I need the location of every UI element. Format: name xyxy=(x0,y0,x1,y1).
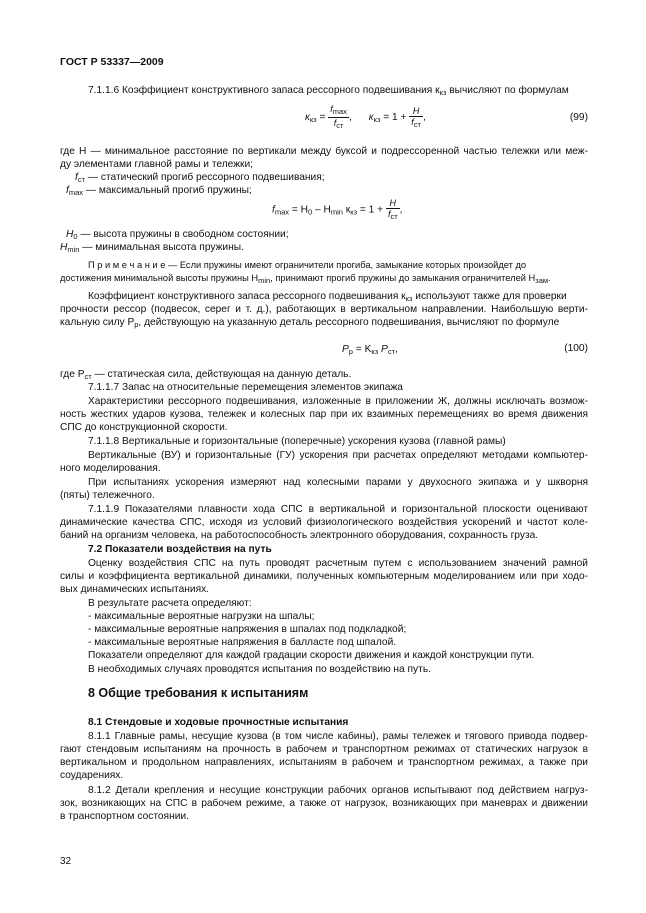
paragraph-coef-line-1: Коэффициент конструктивного запаса рессорного подвешивания $к_{кз}$ используют также для проверки xyxy=(88,291,567,303)
equation-number-99: (99) xyxy=(569,112,588,123)
list-item: - максимальные вероятные напряжения в шпалах под подкладкой; xyxy=(88,624,407,635)
paragraph-suspension-line-3: СПС до конструкционной скорости. xyxy=(60,422,228,433)
where-h0: $H_0$ — высота пружины в свободном состоянии; xyxy=(66,229,289,241)
note-line-2: достижения минимальной высоты пружины $H_{min}$, принимают прогиб пружины до замыкания ограничителей $H_{зам}$. xyxy=(60,273,551,285)
paragraph-8-1-1-line-4: соударениях. xyxy=(60,770,124,781)
note-line-1: П р и м е ч а н и е — Если пружины имеют ограничители прогиба, замыкание которых произойдет до xyxy=(88,260,527,270)
document-header: ГОСТ Р 53337—2009 xyxy=(60,56,164,68)
paragraph-indicators: Показатели определяют для каждой градации скорости движения и каждой конструкции пути. xyxy=(88,650,535,661)
paragraph-suspension-line-2: ность жестких ударов кузова, тележек и колесных пар при их взаимных перемещениях во время движения xyxy=(60,409,588,420)
where-h-line-2: ду элементами главной рамы и тележки; xyxy=(60,159,253,170)
formula-fmax: $f_{max} = H_0 - H_{min}$ $к_{кз} = 1$ + $\frac{H}{f_{ст}}$ , xyxy=(272,198,403,221)
paragraph-cases: В необходимых случаях проводятся испытания по воздействию на путь. xyxy=(88,664,431,675)
paragraph-track-line-2: силы и коэффициента вертикальной динамики, полученных компьютерным моделированием или при ходо- xyxy=(60,571,588,582)
paragraph-8-1-2-line-3: в транспортном состоянии. xyxy=(60,811,189,822)
page-number: 32 xyxy=(60,856,72,867)
paragraph-8-1-1-line-1: 8.1.1 Главные рамы, несущие кузова (в том числе кабины), рамы тележек и тягового привода подвер- xyxy=(88,731,588,742)
list-item: - максимальные вероятные нагрузки на шпалы; xyxy=(88,611,315,622)
section-7-1-1-9-line-2: динамические качества СПС, исходя из условий физиологического воздействия ускорений и частот коле- xyxy=(60,517,588,528)
formula-100: $P_р = K_{кз}$ $P_{ст}$, xyxy=(342,344,398,356)
paragraph-suspension-line-1: Характеристики рессорного подвешивания, изложенные в приложении Ж, должны исключать возмож- xyxy=(88,396,588,407)
where-hmin: $H_{min}$ — минимальная высота пружины. xyxy=(60,242,244,254)
heading-8: 8 Общие требования к испытаниям xyxy=(88,686,309,700)
paragraph-7-1-1-6: 7.1.1.6 Коэффициент конструктивного запаса рессорного подвешивания $к_{кз}$ вычисляют по формулам xyxy=(88,85,569,97)
paragraph-result: В результате расчета определяют: xyxy=(88,598,252,609)
list-item: - максимальные вероятные напряжения в балласте под шпалой. xyxy=(88,637,397,648)
heading-7-2: 7.2 Показатели воздействия на путь xyxy=(88,544,272,555)
paragraph-accel-line-2: ного моделирования. xyxy=(60,463,161,474)
paragraph-track-line-1: Оценку воздействия СПС на путь проводят расчетным путем с использованием значений рамной xyxy=(88,558,588,569)
where-pst: где $P_{ст}$ — статическая сила, действующая на данную деталь. xyxy=(60,369,352,381)
section-7-1-1-9-line-1: 7.1.1.9 Показателями плавности хода СПС в вертикальной и горизонтальной плоскости оценивают xyxy=(88,504,588,515)
paragraph-tests-line-1: При испытаниях ускорения измеряют над колесными парами у двухосного экипажа и у шкворня xyxy=(88,477,588,488)
where-h-line-1: где H — минимальное расстояние по вертикали между буксой и подрессоренной частью тележки или меж- xyxy=(60,146,588,157)
paragraph-8-1-2-line-2: зок, возникающих на СПС в рабочем режиме, а также от нагрузок, возникающих при маневрах и движении xyxy=(60,798,588,809)
equation-number-100: (100) xyxy=(564,343,588,354)
section-7-1-1-9-line-3: баний на организм человека, на работоспособность электронного оборудования, сохранность груза. xyxy=(60,530,539,541)
section-7-1-1-8: 7.1.1.8 Вертикальные и горизонтальные (поперечные) ускорения кузова (главной рамы) xyxy=(88,436,506,447)
paragraph-accel-line-1: Вертикальные (ВУ) и горизонтальные (ГУ) ускорения при расчетах определяют методами компьютер- xyxy=(88,450,588,461)
where-fmax: $f_{max}$ — максимальный прогиб пружины; xyxy=(66,185,252,197)
heading-8-1: 8.1 Стендовые и ходовые прочностные испытания xyxy=(88,717,349,728)
formula-99: $к_{кз}$ = $\frac{f_{max}}{f_{ст}}$ , $к_{кз} = 1$ + $\frac{H}{f_{ст}}$ , xyxy=(305,104,426,130)
section-7-1-1-7: 7.1.1.7 Запас на относительные перемещения элементов экипажа xyxy=(88,382,403,393)
paragraph-tests-line-2: (пяты) тележечного. xyxy=(60,490,155,501)
paragraph-8-1-2-line-1: 8.1.2 Детали крепления и несущие конструкции рабочих органов испытывают под действием нагруз- xyxy=(88,785,588,796)
paragraph-track-line-3: вых динамических испытаниях. xyxy=(60,584,210,595)
paragraph-coef-line-2: прочности рессор (подвесок, серег и т. д.), работающих в вертикальном направлении. Наибольшую верти- xyxy=(60,304,588,315)
where-fst: $f_{ст}$ — статический прогиб рессорного подвешивания; xyxy=(75,172,325,184)
paragraph-8-1-1-line-2: гают стендовым испытаниям на прочность в рабочем и транспортном режимах от статических нагрузок в xyxy=(60,744,588,755)
paragraph-8-1-1-line-3: вертикальном и продольном направлениях, испытаниям в рабочем и транспортном режимах, а также при xyxy=(60,757,588,768)
paragraph-coef-line-3: кальную силу $P_р$, действующую на указанную деталь рессорного подвешивания, вычисляют по формуле xyxy=(60,317,560,329)
